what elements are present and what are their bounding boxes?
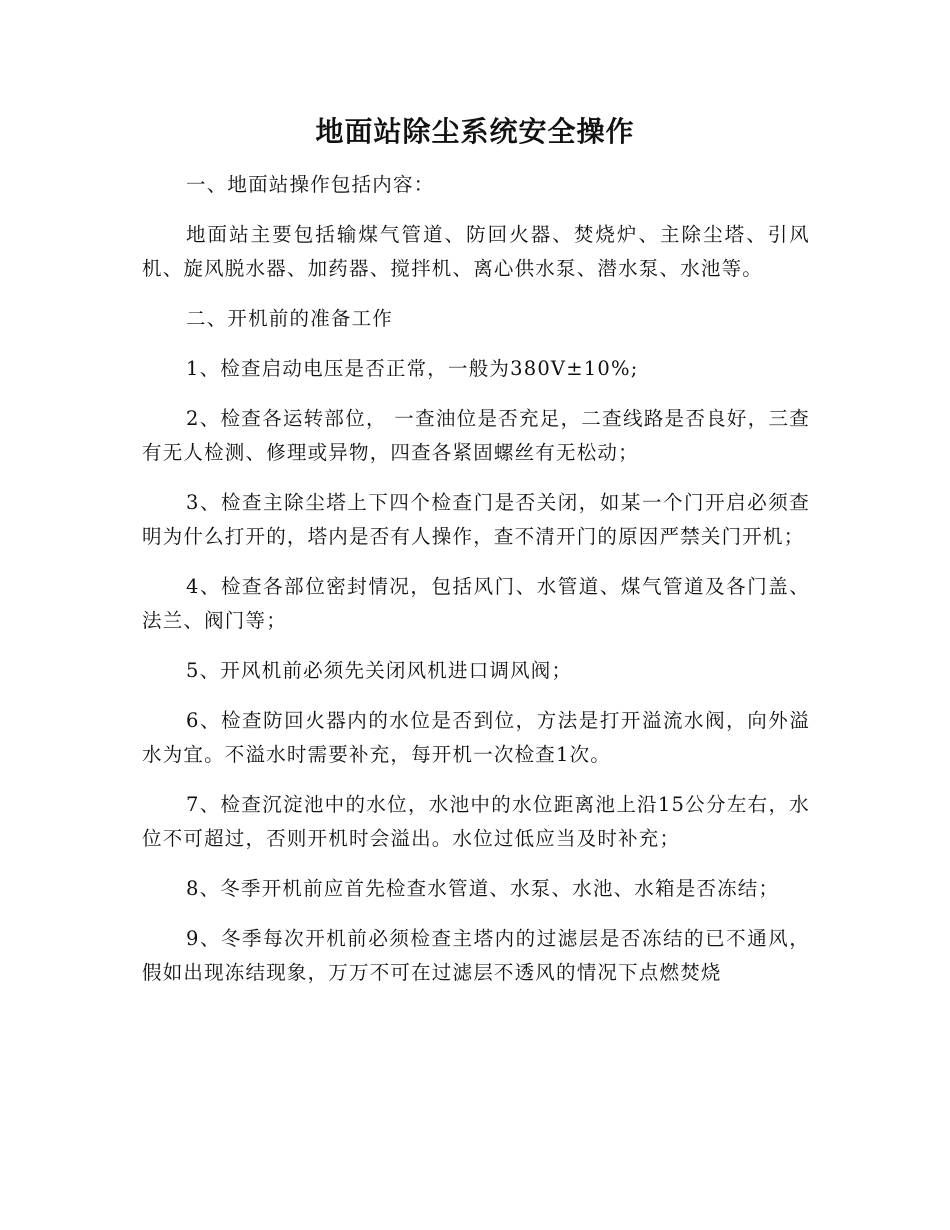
section-heading-preparation: 二、开机前的准备工作 — [186, 307, 394, 330]
paragraph-item-1: 1、检查启动电压是否正常，一般为380V±10%; — [186, 357, 639, 380]
paragraph-item-2: 2、检查各运转部位， 一查油位是否充足，二查线路是否良好，三查有无人检测、修理或异物，四查各紧固螺丝有无松动； — [142, 407, 810, 464]
paragraph-item-9: 9、冬季每次开机前必须检查主塔内的过滤层是否冻结的已不通风，假如出现冻结现象，万万不可在过滤层不透风的情况下点燃焚烧 — [142, 927, 810, 984]
section-heading-contents: 一、地面站操作包括内容： — [186, 173, 435, 196]
paragraph-item-6: 6、检查防回火器内的水位是否到位，方法是打开溢流水阀，向外溢水为宜。不溢水时需要补充，每开机一次检查1次。 — [142, 709, 810, 766]
document-body — [142, 168, 810, 1006]
paragraph-item-5: 5、开风机前必须先关闭风机进口调风阀； — [186, 659, 573, 682]
page-title: 地面站除尘系统安全操作 — [315, 115, 635, 148]
paragraph-item-7: 7、检查沉淀池中的水位，水池中的水位距离池上沿15公分左右，水位不可超过，否则开机时会溢出。水位过低应当及时补充； — [142, 793, 810, 850]
paragraph-item-4: 4、检查各部位密封情况，包括风门、水管道、煤气管道及各门盖、法兰、阀门等； — [142, 575, 810, 632]
paragraph-item-3: 3、检查主除尘塔上下四个检查门是否关闭，如某一个门开启必须查明为什么打开的，塔内是否有人操作，查不清开门的原因严禁关门开机； — [142, 491, 810, 548]
paragraph-item-8: 8、冬季开机前应首先检查水管道、水泵、水池、水箱是否冻结； — [186, 877, 780, 900]
paragraph-station-components: 地面站主要包括输煤气管道、防回火器、焚烧炉、主除尘塔、引风机、旋风脱水器、加药器、搅拌机、离心供水泵、潜水泵、水池等。 — [142, 223, 810, 280]
